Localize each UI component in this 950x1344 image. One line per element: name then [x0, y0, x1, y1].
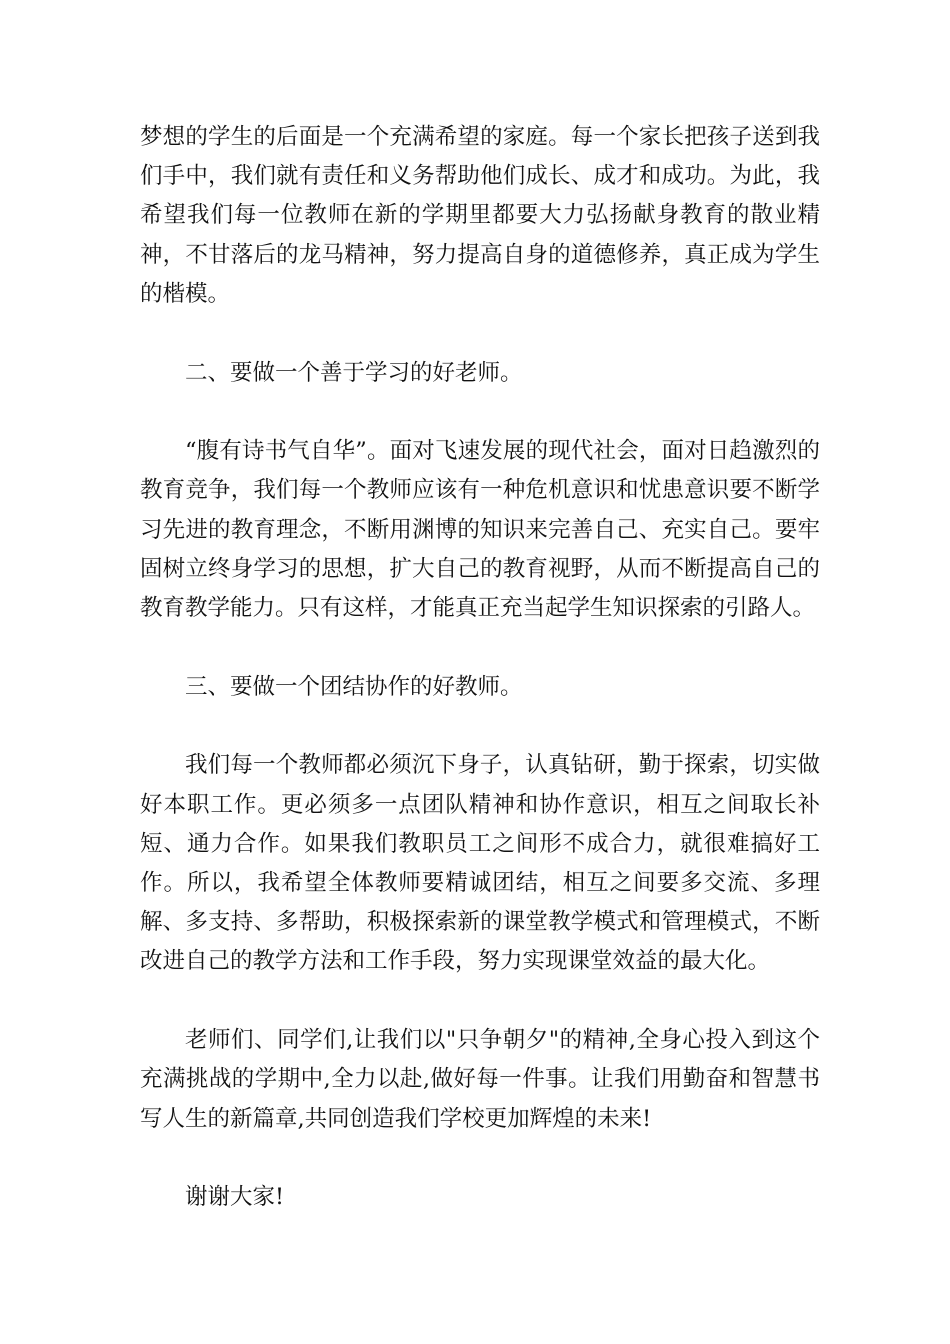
paragraph-continuation: 梦想的学生的后面是一个充满希望的家庭。每一个家长把孩子送到我们手中，我们就有责任和义务帮助他们成长、成才和成功。为此，我希望我们每一位教师在新的学期里都要大力弘扬献身教育的散业精神，不甘落后的龙马精神，努力提高自身的道德修养，真正成为学生的楷模。 [140, 124, 820, 307]
paragraph-learning: “腹有诗书气自华”。面对飞速发展的现代社会，面对日趋激烈的教育竞争，我们每一个教师应该有一种危机意识和忧患意识要不断学习先进的教育理念，不断用渊博的知识来完善自己、充实自己。要牢固树立终身学习的思想，扩大自己的教育视野，从而不断提高自己的教育教学能力。只有这样，才能真正充当起学生知识探索的引路人。 [140, 438, 820, 622]
document-page [140, 118, 820, 1217]
section-heading-cooperation: 三、要做一个团结协作的好教师。 [185, 673, 523, 700]
section-heading-learning: 二、要做一个善于学习的好老师。 [185, 359, 523, 386]
paragraph-cooperation: 我们每一个教师都必须沉下身子，认真钻研，勤于探索，切实做好本职工作。更必须多一点团队精神和协作意识，相互之间取长补短、通力合作。如果我们教职员工之间形不成合力，就很难搞好工作。所以，我希望全体教师要精诚团结，相互之间要多交流、多理解、多支持、多帮助，积极探索新的课堂教学模式和管理模式，不断改进自己的教学方法和工作手段，努力实现课堂效益的最大化。 [140, 752, 820, 975]
paragraph-thanks: 谢谢大家! [185, 1184, 285, 1211]
paragraph-closing: 老师们、同学们,让我们以"只争朝夕"的精神,全身心投入到这个充满挑战的学期中,全力以赴,做好每一件事。让我们用勤奋和智慧书写人生的新篇章,共同创造我们学校更加辉煌的未来! [140, 1027, 820, 1132]
